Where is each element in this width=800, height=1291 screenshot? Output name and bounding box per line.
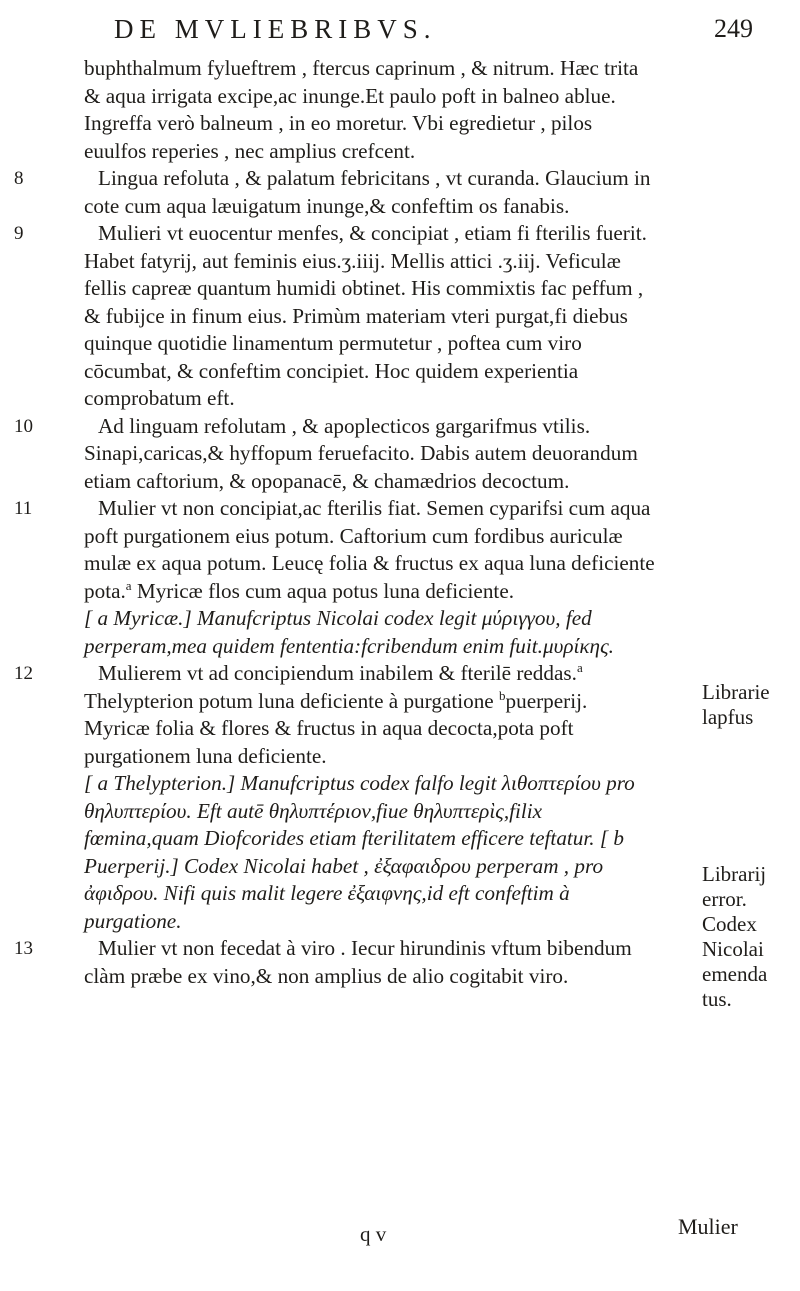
- section-number: 9: [14, 223, 24, 244]
- paragraph-text: Ad linguam refolutam , & apoplecticos gargarifmus vtilis. Sinapi,caricas,& hyffopum feruefacito. Dabis autem deuorandum etiam caftorium, & opopanacē, & chamædrios decoctum.: [84, 413, 638, 493]
- paragraph-12: [14, 659, 656, 770]
- paragraph-11: [14, 495, 656, 605]
- paragraph-text: Mulier vt non fecedat à viro . Iecur hirundinis vftum bibendum clàm præbe ex vino,& non amplius de alio cogitabit viro.: [84, 936, 632, 988]
- paragraph-8: [14, 165, 656, 220]
- margin-note: Librarie lapfus: [702, 680, 770, 729]
- paragraph-text: Myricæ flos cum aqua potus luna deficiente.: [136, 578, 515, 603]
- note-marker: a: [576, 659, 583, 675]
- paragraph-text: Mulierem vt ad concipiendum inabilem & fterilē reddas.: [98, 661, 577, 685]
- section-number: 8: [14, 168, 24, 189]
- note-marker: a: [125, 577, 132, 593]
- section-number: 12: [14, 663, 33, 684]
- section-number: 13: [14, 938, 33, 959]
- main-text: [14, 55, 656, 990]
- paragraph-text: Mulier vt non concipiat,ac fterilis fiat. Semen cyparifsi cum aqua poft purgationem eius potum. Caftorium cum fordibus auriculæ mulæ ex aqua potum. Leucę folia & fructus ex aqua luna deficiente pota.: [84, 496, 655, 603]
- section-number: 10: [14, 415, 33, 437]
- editorial-note: [84, 605, 656, 660]
- signature-mark: q v: [360, 1222, 387, 1246]
- paragraph-9: [14, 220, 656, 413]
- note-text: [ a Myricæ.] Manufcriptus Nicolai codex legit μύριγγου, fed perperam,mea quidem fententia:fcribendum enim fuit.μυρίκης.: [84, 606, 614, 658]
- paragraph-continuation: [84, 55, 656, 165]
- paragraph-10: [14, 413, 656, 496]
- paragraph-13: [14, 935, 656, 990]
- margin-note: Librarij error. Codex Nicolai emenda tus.: [702, 862, 768, 1011]
- paragraph-text: Mulieri vt euocentur menfes, & concipiat , etiam fi fterilis fuerit. Habet fatyrij, aut feminis eius.ʒ.iiij. Mellis attici .ʒ.iij. Veficulæ fellis capreæ quantum humidi obtinet. His commixtis fac peffum , & fubijce in finum eius. Primùm materiam vteri purgat,fi diebus quinque quotidie linamentum permutetur , poftea cum viro cōcumbat, & confeftim concipiet. Hoc quidem experientia comprobatum eft.: [84, 221, 647, 410]
- paragraph-text: buphthalmum fylueftrem , ftercus caprinum , & nitrum. Hæc trita & aqua irrigata excipe,ac inunge.Et paulo poft in balneo ablue. Ingreffa verò balneum , in eo moretur. Vbi egredietur , pilos euulfos reperies , nec amplius crefcent.: [84, 56, 639, 163]
- page-header: [0, 14, 800, 48]
- running-title: DE MVLIEBRIBVS.: [114, 14, 437, 44]
- paragraph-text: puerperij. Myricæ folia & flores & fructus in aqua decocta,pota poft purgationem luna deficiente.: [84, 688, 588, 768]
- section-number: 11: [14, 498, 33, 519]
- paragraph-text: Lingua refoluta , & palatum febricitans , vt curanda. Glaucium in cote cum aqua læuigatum inunge,& confeftim os fanabis.: [84, 166, 651, 218]
- paragraph-text: Thelypterion potum luna deficiente à purgatione: [84, 688, 494, 713]
- note-text: [ a Thelypterion.] Manufcriptus codex falfo legit λιθοπτερίου pro θηλυπτερίου. Eft autē θηλυπτέριον,fiue θηλυπτερὶς,filix fœmina,quam Diofcorides etiam fterilitatem efficere teftatur. [ b Puerperij.] Codex Nicolai habet , ἐξαφαιδρου perperam , pro ἀφιδρου. Nifi quis malit legere ἐξαιφνης,id eft confeftim à purgatione.: [84, 771, 635, 933]
- note-marker: b: [499, 687, 506, 703]
- catchword: Mulier: [678, 1214, 738, 1239]
- editorial-note: [84, 770, 656, 935]
- page-number: 249: [714, 14, 753, 43]
